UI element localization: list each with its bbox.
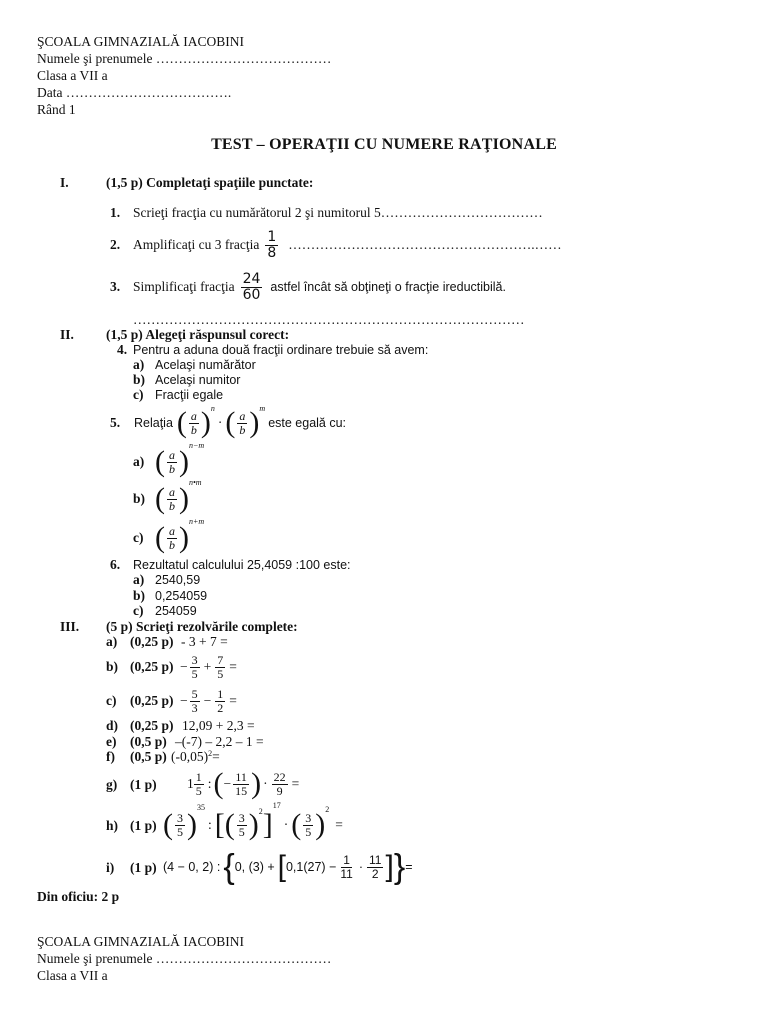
ex-i-part-3: 0,1(27) − xyxy=(285,860,337,874)
q3-number: 3. xyxy=(110,279,121,294)
q2-dots: ……………………………………………….…… xyxy=(288,237,562,252)
ex-h-open-paren-3: ( xyxy=(291,808,302,841)
q5-option-a-exponent: n−m xyxy=(189,441,205,450)
ex-d-points: (0,25 p) xyxy=(130,718,174,733)
q5-option-c-close-paren: ) xyxy=(179,521,189,554)
q1-number: 1. xyxy=(110,205,121,220)
footer-points: Din oficiu: 2 p xyxy=(37,889,120,904)
q2-fraction-denominator: 8 xyxy=(267,244,277,261)
ex-g-f2-denominator: 15 xyxy=(235,783,248,798)
q5-option-c-numerator: a xyxy=(169,523,175,538)
ex-i-f2-numerator: 11 xyxy=(369,852,382,867)
q5-option-b-close-paren: ) xyxy=(179,482,189,515)
ex-c-label: c) xyxy=(106,693,117,708)
ex-g-expr xyxy=(187,764,299,804)
ex-h-f3-numerator: 3 xyxy=(305,810,312,825)
ex-h-f1-denominator: 5 xyxy=(177,824,183,839)
ex-h-equals: = xyxy=(335,817,343,832)
school-name: ŞCOALA GIMNAZIALĂ IACOBINI xyxy=(37,34,244,49)
section1-number: I. xyxy=(60,175,69,190)
section2-number: II. xyxy=(60,327,74,342)
ex-b-f2-denominator: 5 xyxy=(217,666,224,681)
q5-number: 5. xyxy=(110,415,121,430)
ex-h-dot: · xyxy=(283,817,289,832)
q6-option-a-text: 2540,59 xyxy=(155,573,201,587)
q4-option-c-text: Fracţii egale xyxy=(155,388,224,402)
ex-g-label: g) xyxy=(106,777,118,792)
ex-e-label: e) xyxy=(106,734,117,749)
ex-c-fraction-1 xyxy=(190,688,200,714)
q5-option-a-open-paren: ( xyxy=(155,445,165,478)
row-line: Rând 1 xyxy=(37,102,76,117)
ex-i-f1-numerator: 1 xyxy=(343,852,350,867)
section2-heading: (1,5 p) Alegeţi răspunsul corect: xyxy=(106,327,290,342)
q5-dot: · xyxy=(217,415,223,430)
ex-h-open-bracket: [ xyxy=(214,808,225,841)
ex-g-f2-numerator: 11 xyxy=(235,769,247,784)
ex-h-f3-denominator: 5 xyxy=(305,824,312,839)
q3-fraction xyxy=(241,272,263,302)
ex-g-equals: = xyxy=(291,776,300,791)
ex-c-operator: − xyxy=(203,693,212,708)
ex-b-points: (0,25 p) xyxy=(130,659,174,674)
ex-h-points: (1 p) xyxy=(130,818,157,833)
section1-heading: (1,5 p) Completaţi spaţiile punctate: xyxy=(106,175,314,190)
q4-option-b-label: b) xyxy=(133,372,146,387)
q5-open-paren-2: ( xyxy=(225,406,236,439)
ex-c-f1-denominator: 3 xyxy=(191,700,198,715)
q5-exponent-2: m xyxy=(259,404,266,413)
ex-a-expr: - 3 + 7 = xyxy=(181,634,228,649)
ex-b-equals: = xyxy=(229,659,237,674)
q5-option-a-fraction xyxy=(167,449,177,475)
ex-h-fraction-2 xyxy=(237,812,247,838)
date-line: Data ………………………………. xyxy=(37,85,232,100)
ex-h-close-paren-2: ) xyxy=(248,808,259,841)
q3-line xyxy=(133,268,506,306)
ex-g-fraction-3 xyxy=(272,771,288,797)
ex-g-open-paren: ( xyxy=(213,767,224,800)
ex-g-f3-numerator: 22 xyxy=(273,769,286,784)
q2-line xyxy=(133,227,562,263)
q5-option-a-close-paren: ) xyxy=(179,445,189,478)
ex-i-open-brace: { xyxy=(223,848,235,886)
ex-b-label: b) xyxy=(106,659,119,674)
ex-h-colon: : xyxy=(208,817,212,832)
ex-g-f1-numerator: 1 xyxy=(195,769,202,784)
q6-option-c-text: 254059 xyxy=(155,604,197,618)
q5-fraction-2 xyxy=(237,410,247,436)
q5-option-c-exponent: n+m xyxy=(189,517,205,526)
ex-f-equals: = xyxy=(212,749,220,764)
q6-number: 6. xyxy=(110,557,121,572)
ex-c-points: (0,25 p) xyxy=(130,693,174,708)
ex-a-points: (0,25 p) xyxy=(130,634,174,649)
ex-b-fraction-2 xyxy=(215,654,225,680)
q5-option-c-label: c) xyxy=(133,530,144,545)
q4-text: Pentru a aduna două fracţii ordinare trebuie să avem: xyxy=(133,343,429,357)
q3-fraction-numerator: 24 xyxy=(242,270,261,287)
ex-h-exponent-2: 2 xyxy=(258,807,263,816)
ex-b-f2-numerator: 7 xyxy=(217,652,224,667)
q3-text-before: Simplificaţi fracţia xyxy=(133,279,235,294)
ex-b-f1-numerator: 3 xyxy=(191,652,198,667)
ex-g-fraction-2 xyxy=(233,771,249,797)
q2-number: 2. xyxy=(110,237,121,252)
q4-option-a-text: Acelaşi numărător xyxy=(155,358,256,372)
ex-g-close-paren: ) xyxy=(251,767,262,800)
q5-option-c-fraction xyxy=(167,525,177,551)
ex-i-equals: = xyxy=(405,860,413,874)
ex-i-part-2: 0, (3) + xyxy=(234,860,275,874)
ex-h-close-paren-3: ) xyxy=(315,808,326,841)
ex-h-fraction-3 xyxy=(303,812,313,838)
q5-option-a-expr xyxy=(155,441,204,483)
ex-e-expr: –(-7) – 2,2 – 1 = xyxy=(175,734,264,749)
q5-text-after: este egală cu: xyxy=(268,416,347,430)
ex-i-label: i) xyxy=(106,860,115,875)
ex-i-fraction-1 xyxy=(338,854,354,880)
q6-option-b-label: b) xyxy=(133,588,146,603)
q2-text-before: Amplificaţi cu 3 fracţia xyxy=(133,237,260,252)
q5-option-b-label: b) xyxy=(133,491,146,506)
q4-option-b-text: Acelaşi numitor xyxy=(155,373,241,387)
ex-h-fraction-1 xyxy=(175,812,185,838)
q5-option-b-fraction xyxy=(167,486,177,512)
ex-b-f1-denominator: 5 xyxy=(191,666,198,681)
q5-fraction-1-numerator: a xyxy=(190,408,197,423)
q5-option-c-expr xyxy=(155,517,204,559)
q6-option-a-label: a) xyxy=(133,572,145,587)
ex-h-f2-denominator: 5 xyxy=(238,824,245,839)
ex-g-points: (1 p) xyxy=(130,777,157,792)
ex-c-f1-numerator: 5 xyxy=(191,686,198,701)
ex-c-equals: = xyxy=(229,693,237,708)
ex-h-f2-numerator: 3 xyxy=(238,810,245,825)
school-name-2: ŞCOALA GIMNAZIALĂ IACOBINI xyxy=(37,934,244,949)
name-line: Numele şi prenumele ………………………………… xyxy=(37,51,332,66)
ex-b-minus: − xyxy=(180,659,188,674)
section3-number: III. xyxy=(60,619,80,634)
q5-exponent-1: n xyxy=(210,404,215,413)
ex-f-exponent: 2 xyxy=(208,749,213,758)
q5-fraction-1-denominator: b xyxy=(190,422,197,437)
q1-text: Scrieţi fracţia cu numărătorul 2 şi numitorul 5……………………………… xyxy=(133,205,543,220)
section3-heading: (5 p) Scrieţi rezolvările complete: xyxy=(106,619,298,634)
q5-option-b-exponent: n•m xyxy=(189,478,202,487)
ex-g-f1-denominator: 5 xyxy=(195,783,202,798)
ex-h-open-paren-2: ( xyxy=(224,808,235,841)
ex-e-points: (0,5 p) xyxy=(130,734,167,749)
q5-option-c-open-paren: ( xyxy=(155,521,165,554)
q5-option-c-denominator: b xyxy=(169,537,175,552)
ex-f-expr-wrap xyxy=(171,749,220,765)
q3-fraction-denominator: 60 xyxy=(242,286,261,303)
q6-option-b-text: 0,254059 xyxy=(155,589,208,603)
ex-d-label: d) xyxy=(106,718,119,733)
ex-h-exponent-4: 2 xyxy=(325,805,330,814)
q4-number: 4. xyxy=(117,342,128,357)
ex-h-label: h) xyxy=(106,818,119,833)
ex-i-points: (1 p) xyxy=(130,860,157,875)
q5-option-b-numerator: a xyxy=(169,484,175,499)
q6-text: Rezultatul calculului 25,4059 :100 este: xyxy=(133,558,351,572)
q3-dots: …………………………………………………………………………… xyxy=(133,312,525,327)
q5-option-b-open-paren: ( xyxy=(155,482,165,515)
ex-i-fraction-2 xyxy=(367,854,383,880)
ex-g-fraction-1 xyxy=(194,771,204,797)
test-title: TEST – OPERAŢII CU NUMERE RAŢIONALE xyxy=(211,136,557,153)
q5-close-paren-1: ) xyxy=(200,406,211,439)
ex-h-close-paren-1: ) xyxy=(187,808,197,841)
ex-i-f1-denominator: 11 xyxy=(340,866,353,881)
ex-h-exponent-3: 17 xyxy=(272,801,281,810)
q5-option-a-numerator: a xyxy=(169,447,175,462)
q5-fraction-1 xyxy=(189,410,199,436)
q5-option-b-expr xyxy=(155,478,202,520)
ex-i-close-brace: } xyxy=(393,848,406,886)
q3-text-after: astfel încât să obţineţi o fracţie ireductibilă. xyxy=(270,280,506,294)
ex-g-colon: : xyxy=(207,776,212,791)
q6-option-c-label: c) xyxy=(133,603,144,618)
ex-i-f2-denominator: 2 xyxy=(371,866,379,881)
ex-c-expr xyxy=(180,683,237,719)
q4-option-a-label: a) xyxy=(133,357,145,372)
ex-c-minus: − xyxy=(180,693,188,708)
ex-h-expr xyxy=(163,803,343,847)
ex-g-f3-denominator: 9 xyxy=(276,783,283,798)
ex-b-fraction-1 xyxy=(190,654,200,680)
name-line-2: Numele şi prenumele ………………………………… xyxy=(37,951,332,966)
ex-h-f1-numerator: 3 xyxy=(177,810,183,825)
ex-g-whole: 1 xyxy=(187,776,194,791)
ex-c-fraction-2 xyxy=(215,688,225,714)
ex-b-expr xyxy=(180,649,237,685)
ex-g-dot: · xyxy=(263,776,268,791)
ex-i-close-bracket: ] xyxy=(385,850,394,883)
ex-c-f2-denominator: 2 xyxy=(217,700,224,715)
q5-text-before: Relaţia xyxy=(134,416,173,430)
q5-close-paren-2: ) xyxy=(249,406,260,439)
ex-h-close-bracket: ] xyxy=(262,808,273,841)
ex-i-expr xyxy=(163,845,413,889)
q5-option-a-label: a) xyxy=(133,454,145,469)
q5-fraction-2-numerator: a xyxy=(239,408,246,423)
ex-g-minus: − xyxy=(223,776,232,791)
ex-h-open-paren-1: ( xyxy=(163,808,173,841)
q5-fraction-2-denominator: b xyxy=(239,422,246,437)
ex-f-label: f) xyxy=(106,749,115,764)
q5-open-paren-1: ( xyxy=(176,406,187,439)
ex-a-label: a) xyxy=(106,634,118,649)
class-line-2: Clasa a VII a xyxy=(37,968,108,983)
ex-i-open-bracket: [ xyxy=(277,850,286,883)
q4-option-c-label: c) xyxy=(133,387,144,402)
q2-fraction-numerator: 1 xyxy=(267,228,277,245)
ex-c-f2-numerator: 1 xyxy=(217,686,224,701)
ex-h-exponent-1: 35 xyxy=(197,803,205,812)
ex-d-expr: 12,09 + 2,3 = xyxy=(182,718,255,733)
q5-option-b-denominator: b xyxy=(169,498,175,513)
class-line: Clasa a VII a xyxy=(37,68,108,83)
q5-option-a-denominator: b xyxy=(169,461,175,476)
ex-f-points: (0,5 p) xyxy=(130,749,167,764)
ex-i-part-1: (4 − 0, 2) : xyxy=(163,860,221,874)
ex-f-expr: (-0,05) xyxy=(171,749,209,764)
ex-i-dot: · xyxy=(358,860,364,874)
ex-b-operator: + xyxy=(203,659,212,674)
q5-line xyxy=(134,402,346,444)
q2-fraction xyxy=(265,230,278,260)
